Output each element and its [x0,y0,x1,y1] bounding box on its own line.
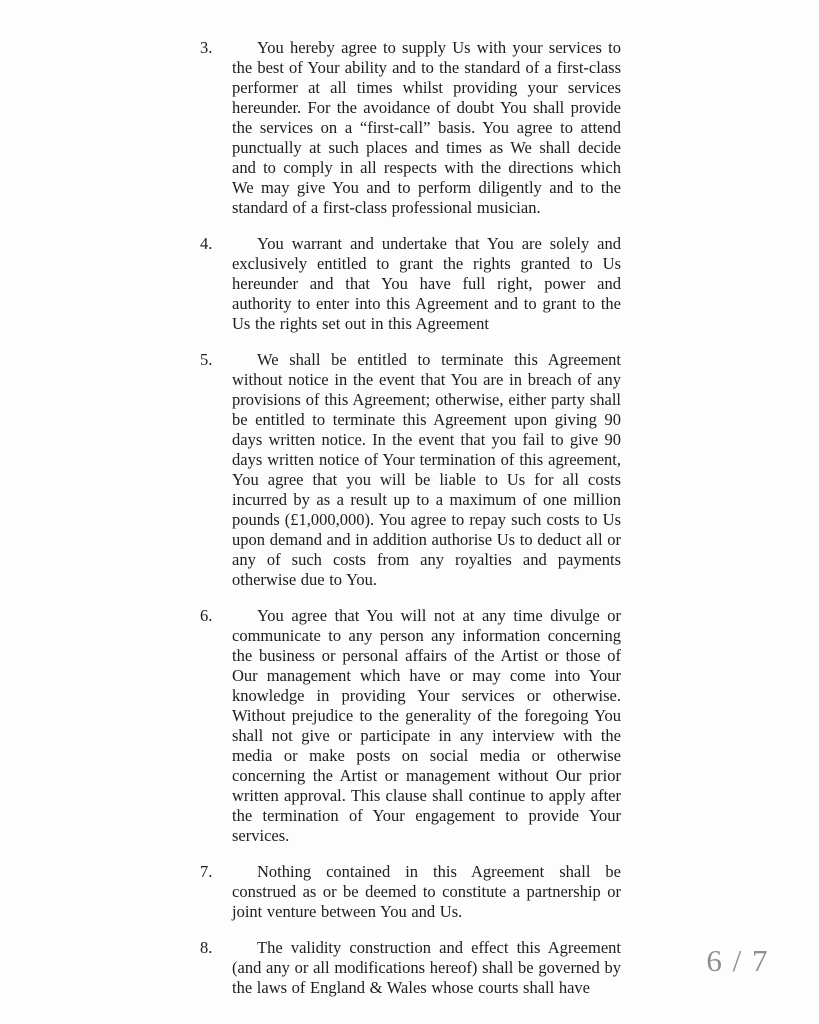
clause [200,862,621,922]
clause-text: You agree that You will not at any time divulge or communicate to any person any information concerning the business or personal affairs of the Artist or those of Our management which have or may come into Your knowledge in providing Your services or otherwise. Without prejudice to the generality of the foregoing You shall not give or participate in any interview with the media or make posts on social media or otherwise concerning the Artist or management without Our prior written approval. This clause shall continue to apply after the termination of Your engagement to provide Your services. [232,606,621,845]
clause [200,350,621,590]
clause-number: 4. [200,234,213,253]
clause [200,38,621,218]
clause-number: 5. [200,350,213,369]
clause-text: The validity construction and effect this Agreement (and any or all modifications hereof) shall be governed by the laws of England & Wales whose courts shall have [232,938,621,997]
clause-text: We shall be entitled to terminate this Agreement without notice in the event that You are in breach of any provisions of this Agreement; otherwise, either party shall be entitled to terminate this Agreement upon giving 90 days written notice. In the event that you fail to give 90 days written notice of Your termination of this agreement, You agree that you will be liable to Us for all costs incurred by as a result up to a maximum of one million pounds (£1,000,000). You agree to repay such costs to Us upon demand and in addition authorise Us to deduct all or any of such costs from any royalties and payments otherwise due to You. [232,350,621,589]
clause-number: 7. [200,862,213,881]
clause-number: 8. [200,938,213,957]
page-number-indicator: 6 / 7 [706,943,769,978]
clause [200,234,621,334]
clause-text: You hereby agree to supply Us with your services to the best of Your ability and to the standard of a first-class performer at all times whilst providing your services hereunder. For the avoidance of doubt You shall provide the services on a “first-call” basis. You agree to attend punctually at such places and times as We shall decide and to comply in all respects with the directions which We may give You and to perform diligently and to the standard of a first-class professional musician. [232,38,621,217]
clause [200,606,621,846]
clause-list [200,38,621,1014]
clause [200,938,621,998]
clause-text: You warrant and undertake that You are solely and exclusively entitled to grant the rights granted to Us hereunder and that You have full right, power and authority to enter into this Agreement and to grant to the Us the rights set out in this Agreement [232,234,621,333]
clause-number: 6. [200,606,213,625]
clause-number: 3. [200,38,213,57]
clause-text: Nothing contained in this Agreement shall be construed as or be deemed to constitute a partnership or joint venture between You and Us. [232,862,621,921]
